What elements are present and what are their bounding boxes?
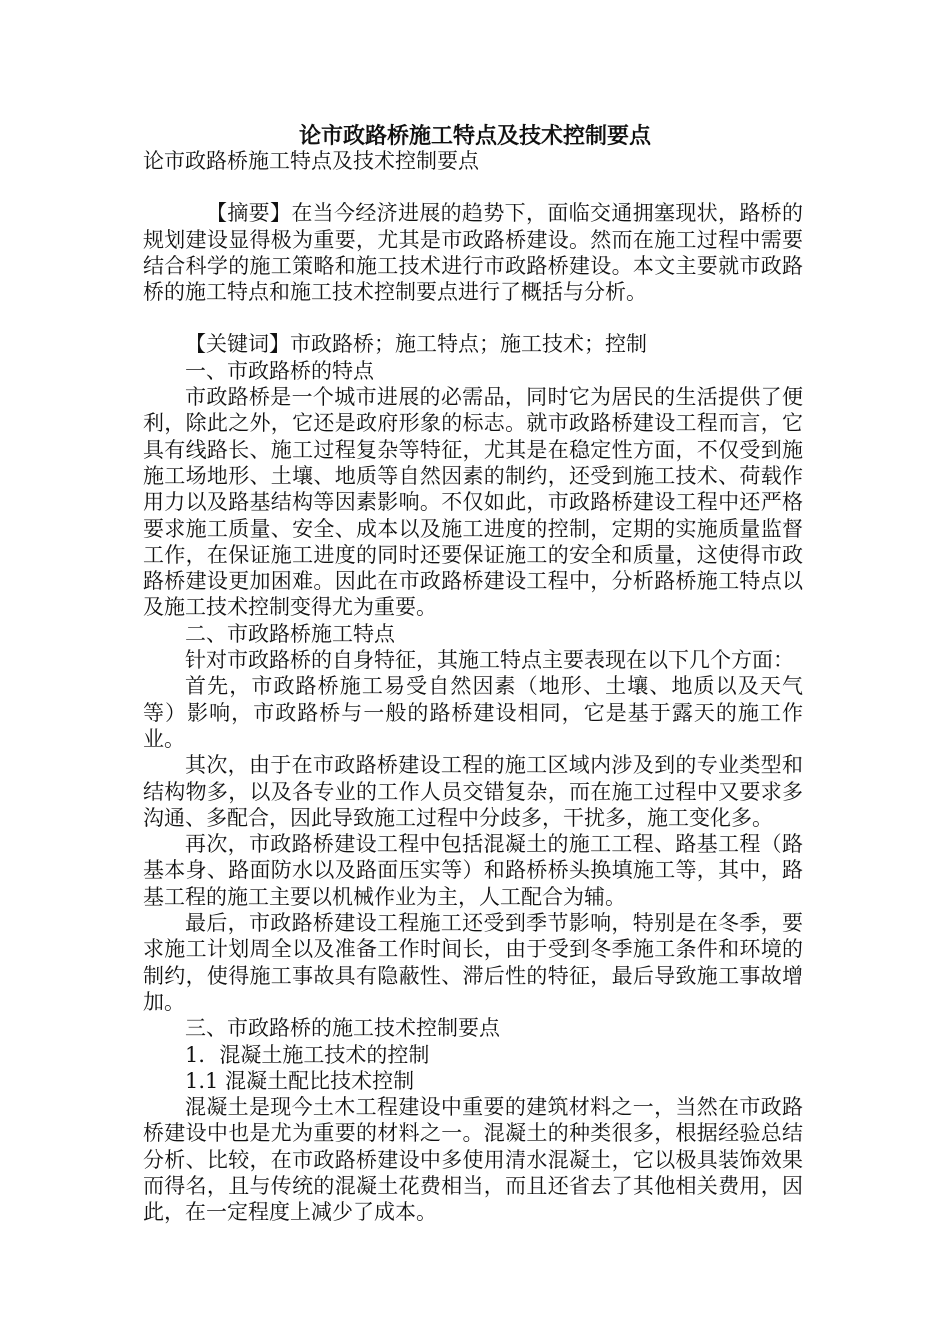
- body-paragraph: 其次，由于在市政路桥建设工程的施工区域内涉及到的专业类型和结构物多，以及各专业的工作人员交错复杂，而在施工过程中又要求多沟通、多配合，因此导致施工过程中分歧多，干扰多，施工变化多。: [143, 753, 803, 830]
- body-paragraph: 最后，市政路桥建设工程施工还受到季节影响，特别是在冬季，要求施工计划周全以及准备工作时间长，由于受到冬季施工条件和环境的制约，使得施工事故具有隐蔽性、滞后性的特征，最后导致施工事故增加。: [143, 911, 803, 1014]
- document-body: [143, 148, 803, 1226]
- body-paragraph: 首先，市政路桥施工易受自然因素（地形、土壤、地质以及天气等）影响，市政路桥与一般的路桥建设相同，它是基于露天的施工作业。: [143, 674, 803, 751]
- section-heading: 三、市政路桥的施工技术控制要点: [185, 1016, 500, 1041]
- subsection-heading: 1．混凝土施工技术的控制: [185, 1042, 430, 1067]
- body-paragraph: 针对市政路桥的自身特征，其施工特点主要表现在以下几个方面：: [185, 648, 794, 673]
- section-heading: 二、市政路桥施工特点: [185, 621, 395, 646]
- body-paragraph: 混凝土是现今土木工程建设中重要的建筑材料之一，当然在市政路桥建设中也是尤为重要的材料之一。混凝土的种类很多，根据经验总结分析、比较，在市政路桥建设中多使用清水混凝土，它以极具装饰效果而得名，且与传统的混凝土花费相当，而且还省去了其他相关费用，因此，在一定程度上减少了成本。: [143, 1095, 803, 1225]
- spacer: [143, 305, 803, 331]
- spacer: [143, 174, 803, 200]
- document-subtitle: 论市政路桥施工特点及技术控制要点: [143, 149, 479, 173]
- body-paragraph: 市政路桥是一个城市进展的必需品，同时它为居民的生活提供了便利，除此之外，它还是政府形象的标志。就市政路桥建设工程而言，它具有线路长、施工过程复杂等特征，尤其是在稳定性方面，不仅受到施施工场地形、土壤、地质等自然因素的制约，还受到施工技术、荷载作用力以及路基结构等因素影响。不仅如此，市政路桥建设工程中还严格要求施工质量、安全、成本以及施工进度的控制，定期的实施质量监督工作，在保证施工进度的同时还要保证施工的安全和质量，这使得市政路桥建设更加困难。因此在市政路桥建设工程中，分析路桥施工特点以及施工技术控制变得尤为重要。: [143, 385, 803, 620]
- subsection-heading: 1.1 混凝土配比技术控制: [185, 1068, 415, 1093]
- section-heading: 一、市政路桥的特点: [185, 358, 374, 383]
- abstract-paragraph: 【摘要】在当今经济进展的趋势下，面临交通拥塞现状，路桥的规划建设显得极为重要，尤其是市政路桥建设。然而在施工过程中需要结合科学的施工策略和施工技术进行市政路桥建设。本文主要就市政路桥的施工特点和施工技术控制要点进行了概括与分析。: [143, 201, 803, 305]
- body-paragraph: 再次，市政路桥建设工程中包括混凝土的施工工程、路基工程（路基本身、路面防水以及路面压实等）和路桥桥头换填施工等，其中，路基工程的施工主要以机械作业为主，人工配合为辅。: [143, 832, 803, 909]
- document-title: 论市政路桥施工特点及技术控制要点: [298, 123, 651, 149]
- keywords-line: 【关键词】市政路桥；施工特点；施工技术；控制: [185, 332, 647, 357]
